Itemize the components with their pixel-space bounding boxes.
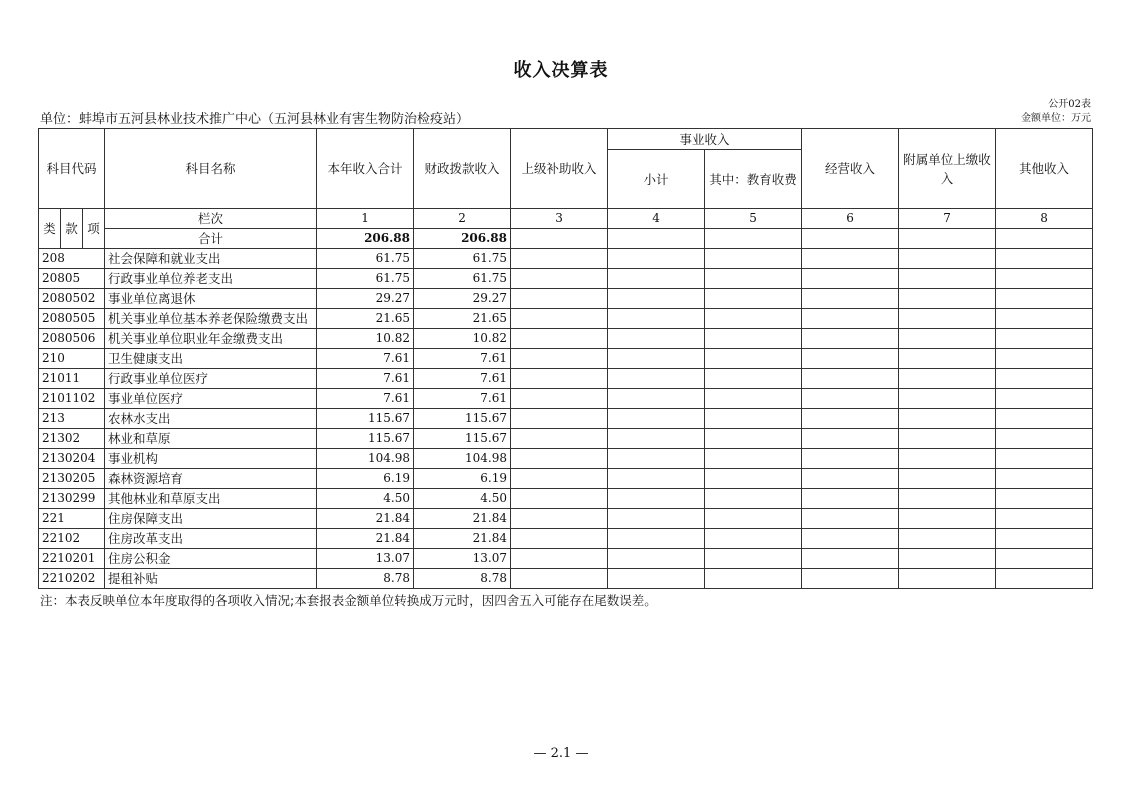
empty-cell: [511, 429, 608, 449]
empty-cell: [608, 229, 705, 249]
empty-cell: [705, 389, 802, 409]
subject-name: 住房保障支出: [105, 509, 317, 529]
empty-cell: [802, 529, 899, 549]
empty-cell: [996, 369, 1093, 389]
fiscal-income: 7.61: [414, 349, 511, 369]
empty-cell: [511, 309, 608, 329]
empty-cell: [899, 569, 996, 589]
income-table: [38, 128, 1093, 589]
col-num: 3: [511, 209, 608, 229]
header-name: 科目名称: [105, 129, 317, 209]
empty-cell: [899, 269, 996, 289]
col-num: 8: [996, 209, 1093, 229]
subject-code: 2210201: [39, 549, 105, 569]
subject-code: 2080505: [39, 309, 105, 329]
header-row-1: [39, 129, 1093, 150]
total-income: 6.19: [317, 469, 414, 489]
subject-code: 21302: [39, 429, 105, 449]
empty-cell: [996, 429, 1093, 449]
empty-cell: [511, 469, 608, 489]
subject-code: 20805: [39, 269, 105, 289]
empty-cell: [705, 289, 802, 309]
subject-code: 221: [39, 509, 105, 529]
empty-cell: [511, 489, 608, 509]
table-row: [39, 569, 1093, 589]
fiscal-income: 29.27: [414, 289, 511, 309]
page-number: — 2.1 —: [533, 746, 589, 761]
empty-cell: [802, 389, 899, 409]
empty-cell: [511, 569, 608, 589]
empty-cell: [608, 269, 705, 289]
total-row: [39, 229, 1093, 249]
empty-cell: [802, 289, 899, 309]
empty-cell: [705, 429, 802, 449]
header-subtotal: 小计: [608, 150, 705, 209]
empty-cell: [899, 289, 996, 309]
subject-name: 住房改革支出: [105, 529, 317, 549]
empty-cell: [996, 569, 1093, 589]
empty-cell: [608, 389, 705, 409]
subject-name: 农林水支出: [105, 409, 317, 429]
empty-cell: [608, 449, 705, 469]
fiscal-income: 6.19: [414, 469, 511, 489]
empty-cell: [705, 449, 802, 469]
total-income: 29.27: [317, 289, 414, 309]
header-kuan: 款: [61, 209, 83, 249]
empty-cell: [511, 449, 608, 469]
subject-name: 林业和草原: [105, 429, 317, 449]
total-income: 7.61: [317, 349, 414, 369]
empty-cell: [996, 449, 1093, 469]
empty-cell: [705, 269, 802, 289]
empty-cell: [511, 529, 608, 549]
empty-cell: [996, 249, 1093, 269]
subject-name: 提租补贴: [105, 569, 317, 589]
table-row: [39, 389, 1093, 409]
subject-name: 事业机构: [105, 449, 317, 469]
header-business: 事业收入: [608, 129, 802, 150]
empty-cell: [608, 329, 705, 349]
col-num: 6: [802, 209, 899, 229]
fiscal-income: 8.78: [414, 569, 511, 589]
footnote: 注：本表反映单位本年度取得的各项收入情况;本套报表金额单位转换成万元时，因四舍五入可能存在尾数误差。: [40, 593, 657, 608]
empty-cell: [705, 349, 802, 369]
fiscal-income: 115.67: [414, 409, 511, 429]
fiscal-income: 7.61: [414, 389, 511, 409]
empty-cell: [511, 389, 608, 409]
total-income: 8.78: [317, 569, 414, 589]
empty-cell: [802, 569, 899, 589]
table-row: [39, 349, 1093, 369]
header-fiscal: 财政拨款收入: [414, 129, 511, 209]
empty-cell: [899, 389, 996, 409]
fiscal-income: 21.84: [414, 509, 511, 529]
col-num: 5: [705, 209, 802, 229]
empty-cell: [705, 489, 802, 509]
empty-cell: [802, 329, 899, 349]
empty-cell: [608, 369, 705, 389]
total-fiscal: 206.88: [414, 229, 511, 249]
empty-cell: [511, 329, 608, 349]
empty-cell: [608, 509, 705, 529]
table-row: [39, 429, 1093, 449]
empty-cell: [705, 469, 802, 489]
empty-cell: [802, 509, 899, 529]
empty-cell: [996, 509, 1093, 529]
total-income: 4.50: [317, 489, 414, 509]
empty-cell: [608, 249, 705, 269]
empty-cell: [608, 469, 705, 489]
header-education: 其中：教育收费: [705, 150, 802, 209]
fiscal-income: 61.75: [414, 249, 511, 269]
total-income: 13.07: [317, 549, 414, 569]
empty-cell: [802, 269, 899, 289]
empty-cell: [996, 329, 1093, 349]
empty-cell: [608, 549, 705, 569]
subject-code: 208: [39, 249, 105, 269]
fiscal-income: 104.98: [414, 449, 511, 469]
subject-name: 森林资源培育: [105, 469, 317, 489]
empty-cell: [899, 229, 996, 249]
empty-cell: [996, 489, 1093, 509]
empty-cell: [996, 349, 1093, 369]
subject-code: 22102: [39, 529, 105, 549]
total-income: 115.67: [317, 429, 414, 449]
empty-cell: [899, 489, 996, 509]
column-index-row: [39, 209, 1093, 229]
table-row: [39, 269, 1093, 289]
empty-cell: [802, 449, 899, 469]
empty-cell: [996, 529, 1093, 549]
table-row: [39, 529, 1093, 549]
subject-code: 2130204: [39, 449, 105, 469]
table-row: [39, 289, 1093, 309]
empty-cell: [899, 449, 996, 469]
empty-cell: [705, 549, 802, 569]
header-operating: 经营收入: [802, 129, 899, 209]
total-income: 10.82: [317, 329, 414, 349]
empty-cell: [802, 489, 899, 509]
fiscal-income: 21.84: [414, 529, 511, 549]
empty-cell: [511, 249, 608, 269]
header-code: 科目代码: [39, 129, 105, 209]
header-total: 本年收入合计: [317, 129, 414, 209]
empty-cell: [996, 269, 1093, 289]
table-row: [39, 409, 1093, 429]
empty-cell: [511, 349, 608, 369]
empty-cell: [705, 229, 802, 249]
empty-cell: [899, 309, 996, 329]
empty-cell: [802, 349, 899, 369]
subject-name: 行政事业单位医疗: [105, 369, 317, 389]
empty-cell: [705, 329, 802, 349]
subject-code: 2130299: [39, 489, 105, 509]
col-num: 2: [414, 209, 511, 229]
total-income: 7.61: [317, 369, 414, 389]
subject-code: 21011: [39, 369, 105, 389]
subject-name: 卫生健康支出: [105, 349, 317, 369]
empty-cell: [802, 369, 899, 389]
empty-cell: [899, 469, 996, 489]
header-column-index: 栏次: [105, 209, 317, 229]
empty-cell: [996, 469, 1093, 489]
empty-cell: [802, 469, 899, 489]
table-row: [39, 309, 1093, 329]
fiscal-income: 115.67: [414, 429, 511, 449]
empty-cell: [511, 229, 608, 249]
unit-label: 单位：蚌埠市五河县林业技术推广中心（五河县林业有害生物防治检疫站）: [40, 112, 470, 127]
empty-cell: [705, 509, 802, 529]
total-income: 104.98: [317, 449, 414, 469]
subject-code: 2210202: [39, 569, 105, 589]
table-row: [39, 449, 1093, 469]
table-row: [39, 469, 1093, 489]
amount-unit: 金额单位：万元: [1021, 113, 1091, 124]
subject-name: 社会保障和就业支出: [105, 249, 317, 269]
subject-name: 行政事业单位养老支出: [105, 269, 317, 289]
total-income: 61.75: [317, 249, 414, 269]
empty-cell: [705, 369, 802, 389]
empty-cell: [608, 529, 705, 549]
empty-cell: [705, 249, 802, 269]
fiscal-income: 13.07: [414, 549, 511, 569]
header-other: 其他收入: [996, 129, 1093, 209]
empty-cell: [996, 229, 1093, 249]
empty-cell: [511, 509, 608, 529]
header-superior: 上级补助收入: [511, 129, 608, 209]
empty-cell: [802, 229, 899, 249]
table-row: [39, 369, 1093, 389]
table-row: [39, 489, 1093, 509]
subject-name: 机关事业单位基本养老保险缴费支出: [105, 309, 317, 329]
total-income: 21.84: [317, 529, 414, 549]
empty-cell: [511, 409, 608, 429]
table-row: [39, 509, 1093, 529]
subject-name: 机关事业单位职业年金缴费支出: [105, 329, 317, 349]
subject-code: 210: [39, 349, 105, 369]
empty-cell: [608, 489, 705, 509]
subject-code: 2080502: [39, 289, 105, 309]
empty-cell: [899, 529, 996, 549]
subject-name: 事业单位离退休: [105, 289, 317, 309]
empty-cell: [996, 549, 1093, 569]
empty-cell: [608, 349, 705, 369]
empty-cell: [802, 249, 899, 269]
empty-cell: [996, 389, 1093, 409]
col-num: 1: [317, 209, 414, 229]
empty-cell: [899, 369, 996, 389]
empty-cell: [802, 549, 899, 569]
empty-cell: [899, 329, 996, 349]
total-income: 61.75: [317, 269, 414, 289]
empty-cell: [608, 569, 705, 589]
subject-code: 213: [39, 409, 105, 429]
empty-cell: [996, 289, 1093, 309]
empty-cell: [802, 429, 899, 449]
empty-cell: [608, 429, 705, 449]
fiscal-income: 21.65: [414, 309, 511, 329]
col-num: 4: [608, 209, 705, 229]
empty-cell: [996, 309, 1093, 329]
empty-cell: [899, 349, 996, 369]
empty-cell: [705, 309, 802, 329]
empty-cell: [511, 549, 608, 569]
empty-cell: [899, 249, 996, 269]
form-code-block: [1021, 98, 1091, 126]
total-amount: 206.88: [317, 229, 414, 249]
empty-cell: [899, 409, 996, 429]
header-lei: 类: [39, 209, 61, 249]
subject-code: 2080506: [39, 329, 105, 349]
table-row: [39, 329, 1093, 349]
empty-cell: [511, 269, 608, 289]
col-num: 7: [899, 209, 996, 229]
data-rows: [39, 249, 1093, 589]
total-income: 7.61: [317, 389, 414, 409]
subject-name: 事业单位医疗: [105, 389, 317, 409]
empty-cell: [511, 289, 608, 309]
table-row: [39, 249, 1093, 269]
page-title: 收入决算表: [513, 60, 609, 81]
empty-cell: [705, 409, 802, 429]
fiscal-income: 4.50: [414, 489, 511, 509]
subject-name: 住房公积金: [105, 549, 317, 569]
empty-cell: [899, 549, 996, 569]
total-label: 合计: [105, 229, 317, 249]
empty-cell: [802, 409, 899, 429]
subject-name: 其他林业和草原支出: [105, 489, 317, 509]
total-income: 21.65: [317, 309, 414, 329]
empty-cell: [802, 309, 899, 329]
fiscal-income: 61.75: [414, 269, 511, 289]
empty-cell: [608, 409, 705, 429]
empty-cell: [705, 569, 802, 589]
total-income: 115.67: [317, 409, 414, 429]
header-xiang: 项: [83, 209, 105, 249]
table-row: [39, 549, 1093, 569]
empty-cell: [996, 409, 1093, 429]
header-affiliated: 附属单位上缴收入: [899, 129, 996, 209]
form-code: 公开02表: [1048, 99, 1091, 110]
empty-cell: [511, 369, 608, 389]
empty-cell: [899, 509, 996, 529]
total-income: 21.84: [317, 509, 414, 529]
empty-cell: [705, 529, 802, 549]
fiscal-income: 7.61: [414, 369, 511, 389]
fiscal-income: 10.82: [414, 329, 511, 349]
empty-cell: [608, 309, 705, 329]
empty-cell: [899, 429, 996, 449]
empty-cell: [608, 289, 705, 309]
subject-code: 2130205: [39, 469, 105, 489]
subject-code: 2101102: [39, 389, 105, 409]
